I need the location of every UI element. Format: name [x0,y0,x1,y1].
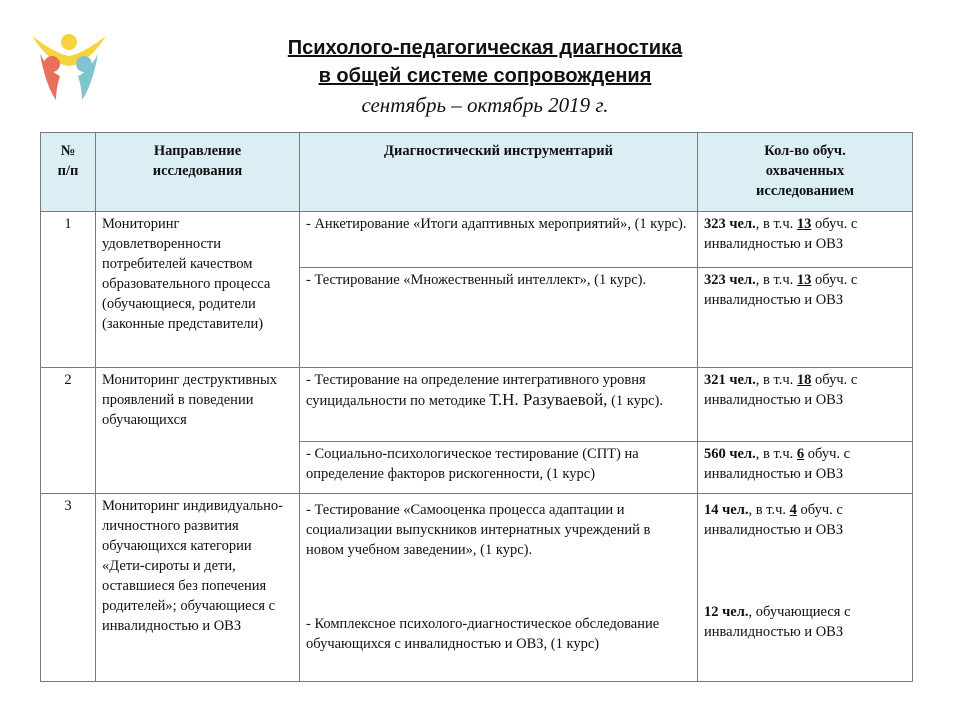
count-disabled: 4 [789,502,797,518]
column-header-direction: Направление исследования [96,133,300,212]
count-mid: , в т.ч. [755,216,797,232]
table-row [41,212,913,268]
row-instrument: - Социально-психологическое тестирование (СПТ) на определение факторов рискогенности, (1 курс) [300,442,698,494]
count-people: 321 чел. [704,372,756,388]
count-people: 560 чел. [704,446,756,462]
count-disabled: 13 [796,272,812,288]
instrument-text: - Тестирование на определение интегративного уровня суицидальности по методике [306,372,646,409]
instrument-course: (1 курс). [607,393,663,409]
count-tail: обуч. с инвалидностью и ОВЗ [704,216,858,252]
row-number: 1 [41,212,96,368]
row-instrument: - Комплексное психолого-диагностическое обследование обучающихся с инвалидностью и ОВЗ, (1 курс) [306,616,660,652]
row-count-cell [698,494,913,682]
row-instrument: - Тестирование «Множественный интеллект», (1 курс). [300,268,698,368]
row-instrument: - Тестирование «Самооценка процесса адаптации и социализации выпускников интернатных учреждений в новом учебном заведении», (1 курс). [306,502,651,558]
table-header-row [41,133,913,212]
row-count [704,602,906,642]
diagnostics-table [40,132,913,682]
table-row [41,494,913,682]
count-people: 12 чел. [704,604,749,620]
row-direction: Мониторинг деструктивных проявлений в поведении обучающихся [96,368,300,494]
instrument-author: Т.Н. Разуваевой, [489,390,608,409]
count-mid: , в т.ч. [755,272,797,288]
count-mid: , в т.ч. [755,446,797,462]
count-disabled: 18 [796,372,812,388]
count-tail: , обучающиеся с инвалидностью и ОВЗ [704,604,851,640]
count-tail: обуч. с инвалидностью и ОВЗ [704,446,851,482]
column-header-count: Кол-во обуч. охваченных исследованием [698,133,913,212]
table-row [41,368,913,442]
page-title-line2: в общей системе сопровождения [318,65,652,87]
row-count [698,268,913,368]
count-people: 14 чел. [704,502,749,518]
row-direction: Мониторинг удовлетворенности потребителей качеством образовательного процесса (обучающиеся, родители (законные представители) [96,212,300,368]
row-instrument-cell [300,494,698,682]
page-subtitle: сентябрь – октябрь 2019 г. [361,93,609,117]
row-number: 3 [41,494,96,682]
count-mid: , в т.ч. [748,502,790,518]
count-tail: обуч. с инвалидностью и ОВЗ [704,502,844,538]
column-header-number: № п/п [41,133,96,212]
count-people: 323 чел. [704,216,756,232]
row-instrument [300,368,698,442]
column-header-instruments: Диагностический инструментарий [300,133,698,212]
count-tail: обуч. с инвалидностью и ОВЗ [704,372,858,408]
row-instrument: - Анкетирование «Итоги адаптивных мероприятий», (1 курс). [300,212,698,268]
row-count [704,500,906,540]
row-number: 2 [41,368,96,494]
row-count [698,368,913,442]
count-tail: обуч. с инвалидностью и ОВЗ [704,272,858,308]
row-count [698,212,913,268]
title-block [0,34,960,120]
row-direction: Мониторинг индивидуально-личностного развития обучающихся категории «Дети-сироты и дети, оставшиеся без попечения родителей»; обучающиеся с инвалидностью и ОВЗ [96,494,300,682]
count-mid: , в т.ч. [755,372,797,388]
count-disabled: 6 [796,446,805,462]
page-title-line1: Психолого-педагогическая диагностика [287,37,683,59]
count-disabled: 13 [796,216,812,232]
row-count [698,442,913,494]
count-people: 323 чел. [704,272,756,288]
